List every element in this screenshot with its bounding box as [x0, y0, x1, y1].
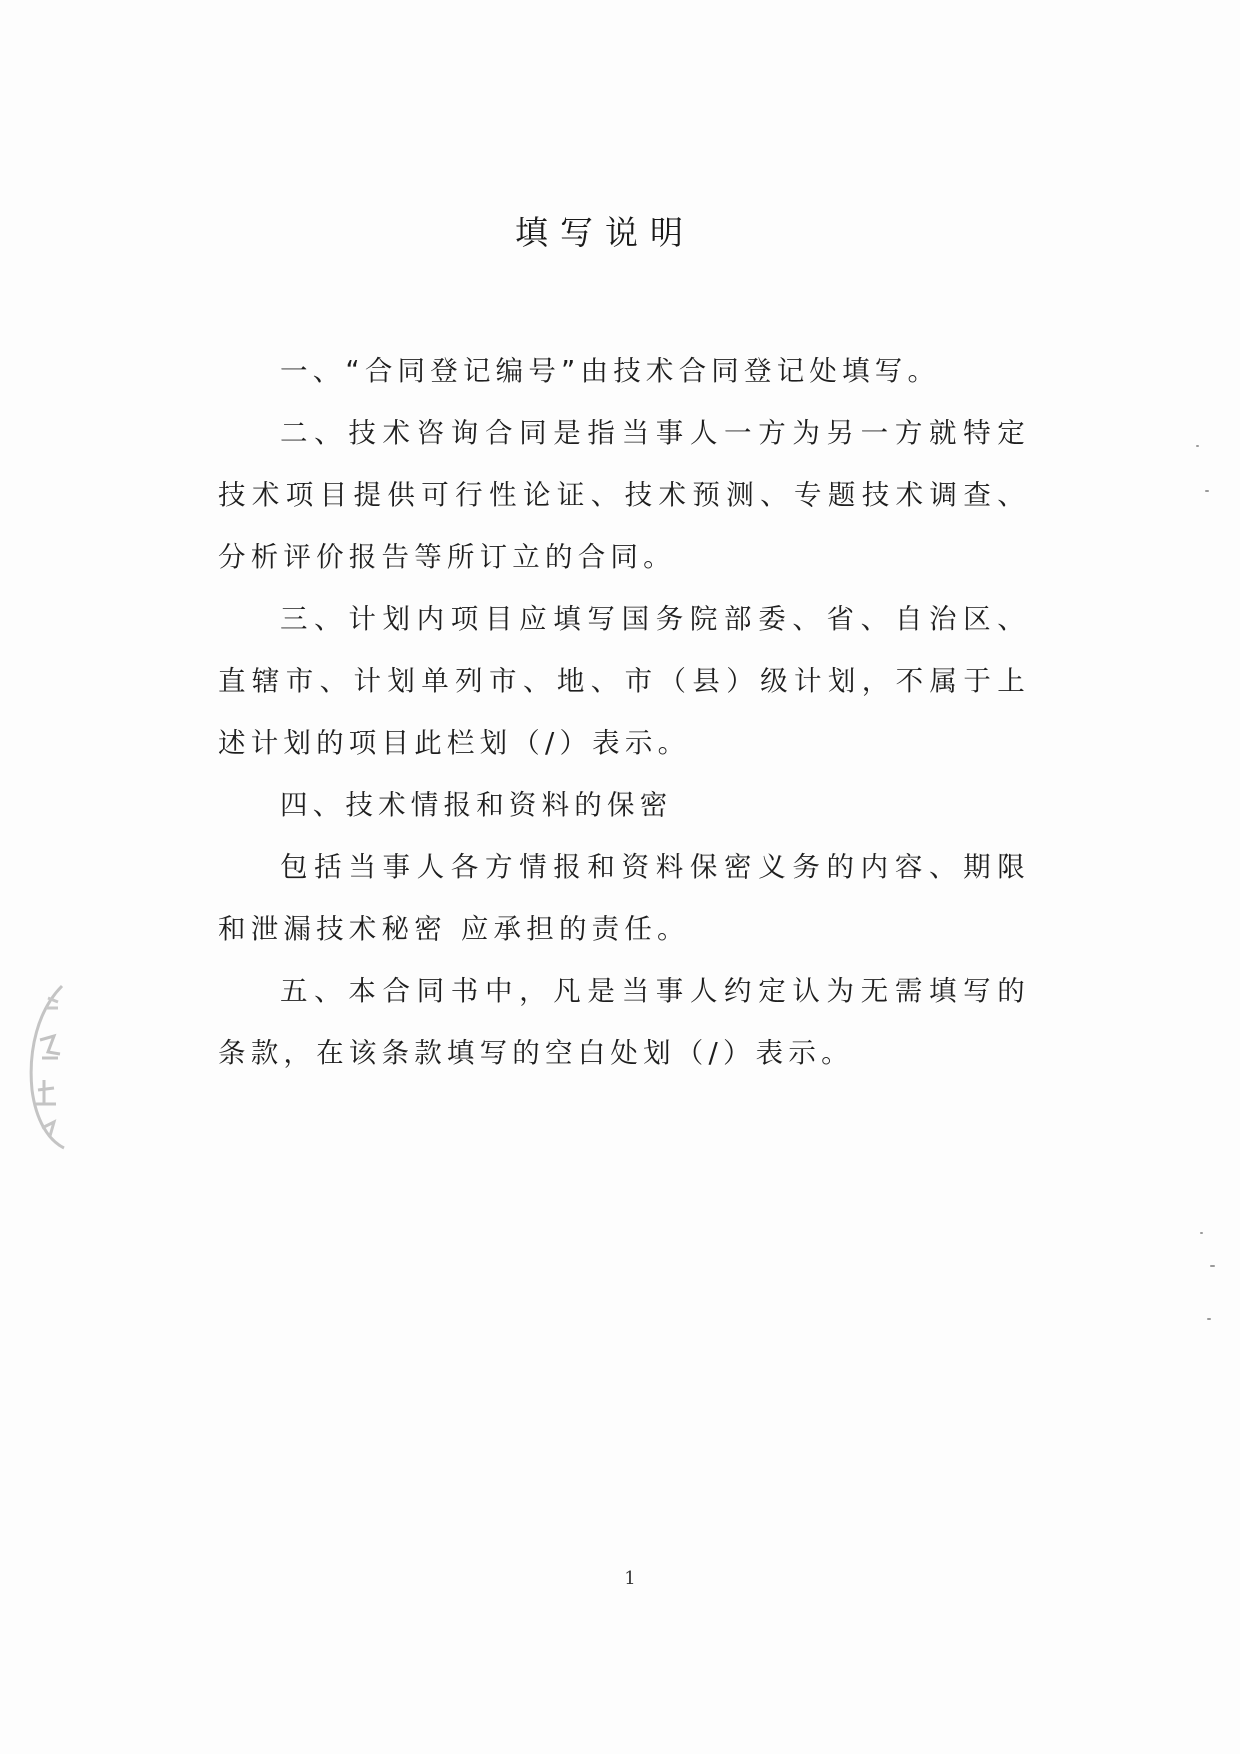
scan-speck — [1200, 1232, 1203, 1234]
scan-speck — [1196, 445, 1199, 447]
page-number: 1 — [624, 1568, 636, 1589]
scan-speck — [1205, 490, 1209, 492]
page-title: 填写说明 — [515, 213, 695, 252]
instruction-paragraph-1: 一、“合同登记编号”由技术合同登记处填写。 — [280, 355, 941, 387]
instruction-paragraph-4: 四、技术情报和资料的保密 — [280, 789, 673, 821]
instruction-paragraph-5: 包括当事人各方情报和资料保密义务的内容、期限和泄漏技术秘密 应承担的责任。 — [218, 851, 1030, 945]
instruction-paragraph-6: 五、本合同书中，凡是当事人约定认为无需填写的条款，在该条款填写的空白处划（/）表示。 — [218, 975, 1030, 1069]
scan-speck — [1210, 1265, 1215, 1267]
instruction-paragraph-3: 三、计划内项目应填写国务院部委、省、自治区、直辖市、计划单列市、地、市（县）级计划，不属于上述计划的项目此栏划（/）表示。 — [218, 603, 1030, 759]
scan-speck — [1207, 1318, 1211, 1320]
seal-trace-icon — [18, 980, 74, 1150]
instructions-body — [218, 340, 1030, 1084]
instruction-paragraph-2: 二、技术咨询合同是指当事人一方为另一方就特定技术项目提供可行性论证、技术预测、专题技术调查、分析评价报告等所订立的合同。 — [218, 417, 1030, 573]
